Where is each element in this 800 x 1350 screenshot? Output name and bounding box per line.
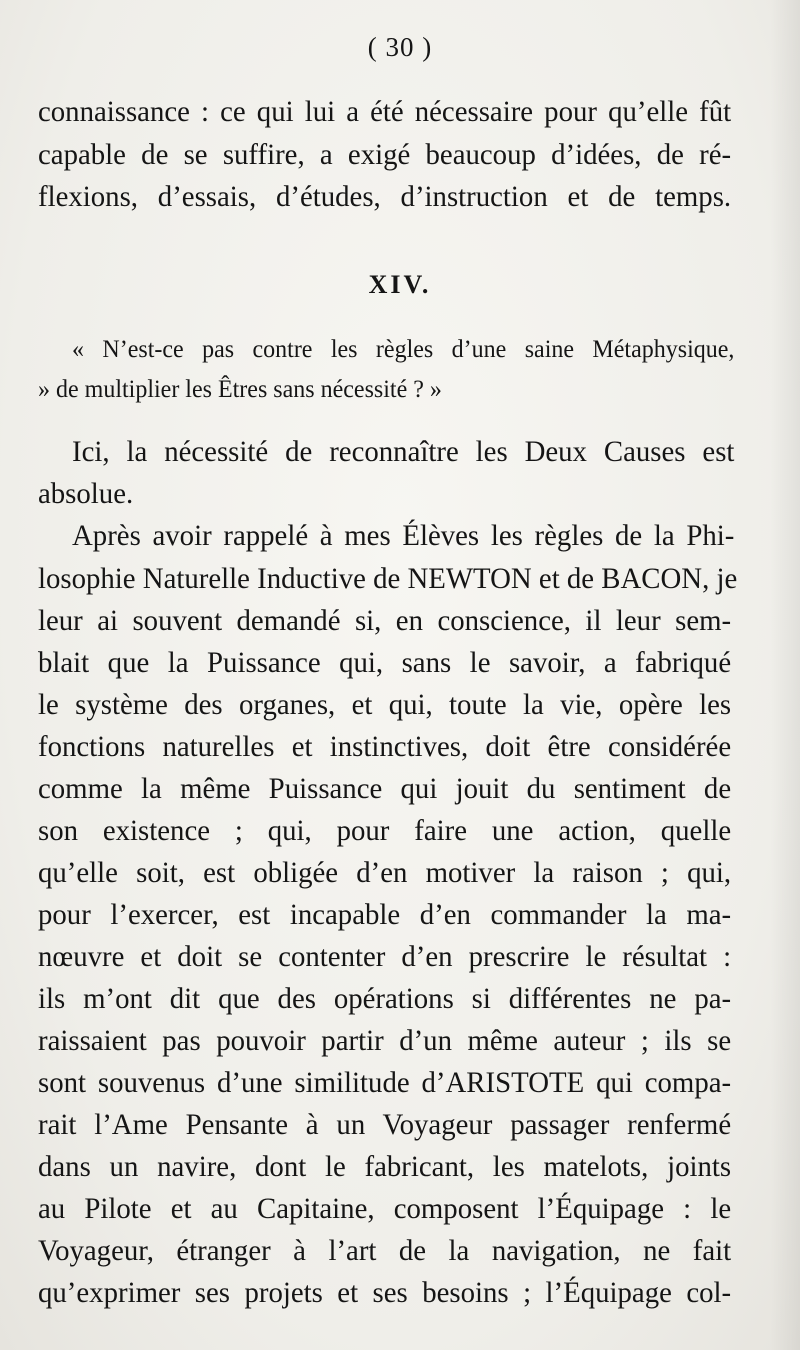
text-line: pour l’exercer, est incapable d’en commander la ma- <box>38 898 732 931</box>
text-line: qu’exprimer ses projets et ses besoins ; l’Équipage col- <box>38 1276 732 1309</box>
text-line: fonctions naturelles et instinctives, doit être considérée <box>38 730 732 763</box>
text-line: capable de se suffire, a exigé beaucoup d’idées, de ré- <box>38 138 732 171</box>
text-line: sont souvenus d’une similitude d’ARISTOTE qui compa- <box>38 1066 732 1099</box>
text-line: nœuvre et doit se contenter d’en prescrire le résultat : <box>38 940 732 973</box>
text-line: raissaient pas pouvoir partir d’un même auteur ; ils se <box>38 1024 732 1057</box>
text-line: Ici, la nécessité de reconnaître les Deux Causes est <box>72 435 735 468</box>
text-line: flexions, d’essais, d’études, d’instruction et de temps. <box>38 180 732 213</box>
text-line: Après avoir rappelé à mes Élèves les règles de la Phi- <box>72 519 735 552</box>
text-line: leur ai souvent demandé si, en conscience, il leur sem- <box>38 604 732 637</box>
page-edge-shadow <box>770 0 800 1350</box>
text-line: losophie Naturelle Inductive de NEWTON et de BACON, je <box>38 562 738 595</box>
text-line: ils m’ont dit que des opérations si différentes ne pa- <box>38 982 732 1015</box>
text-line: son existence ; qui, pour faire une action, quelle <box>38 814 732 847</box>
text-line: rait l’Ame Pensante à un Voyageur passager renfermé <box>38 1108 732 1141</box>
text-line: dans un navire, dont le fabricant, les matelots, joints <box>38 1150 732 1183</box>
text-line: connaissance : ce qui lui a été nécessaire pour qu’elle fût <box>38 95 732 128</box>
text-line: au Pilote et au Capitaine, composent l’Équipage : le <box>38 1192 732 1225</box>
text-line: Voyageur, étranger à l’art de la navigation, ne fait <box>38 1234 732 1267</box>
text-line: comme la même Puissance qui jouit du sentiment de <box>38 772 732 805</box>
text-line: qu’elle soit, est obligée d’en motiver la raison ; qui, <box>38 856 732 889</box>
text-line: absolue. <box>38 477 134 510</box>
section-title: XIV. <box>368 270 432 299</box>
text-line: blait que la Puissance qui, sans le savoir, a fabriqué <box>38 646 732 679</box>
quote-line: » de multiplier les Êtres sans nécessité ? » <box>38 376 442 403</box>
page-number: ( 30 ) <box>367 32 433 62</box>
text-line: le système des organes, et qui, toute la vie, opère les <box>38 688 732 721</box>
quote-line: « N’est-ce pas contre les règles d’une saine Métaphysique, <box>72 336 735 363</box>
